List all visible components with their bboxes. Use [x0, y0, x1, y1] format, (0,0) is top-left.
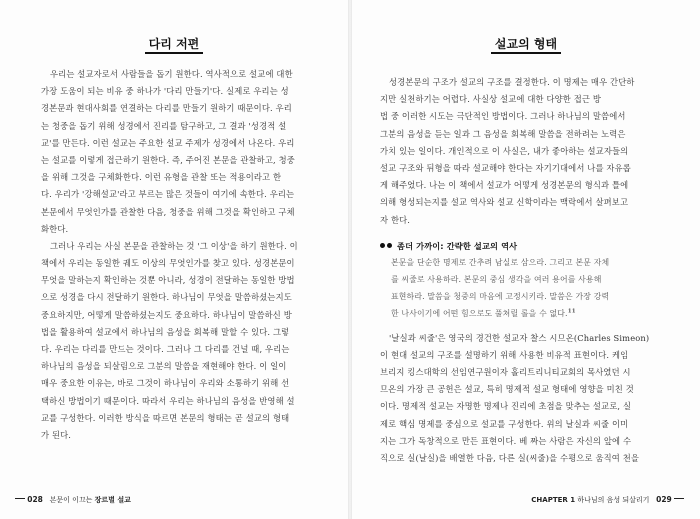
- text-line: 택하신 방법이기 때문이다. 따라서 우리는 하나님의 음성을 반영해 설: [41, 395, 295, 406]
- text-line: 하나님의 음성을 되살림으로 그분의 말씀을 재현해야 한다. 이 일이: [41, 361, 287, 372]
- footnote-marker: 11: [567, 308, 576, 315]
- text-line: 브리지 킹스대학의 선임연구원이자 홀리트리니티교회의 목사였던 시: [380, 367, 631, 378]
- text-line: 지만 실천하기는 어렵다. 사실상 설교에 대한 다양한 접근 방: [380, 94, 602, 105]
- text-line: 가 된다.: [41, 429, 72, 440]
- quote-line: 본문을 단순한 명제로 간추려 남실로 삼으라. 그리고 본문 자체: [391, 257, 610, 267]
- text-line: 다. 우리는 다리를 만드는 것이다. 그러나 그 다리를 건널 때, 우리는: [41, 344, 290, 354]
- text-line: 이 현대 설교의 구조를 설명하기 위해 사용한 비유적 표현이다. 케임: [380, 349, 629, 360]
- text-line: 직으로 실(날실)을 배열한 다음, 다른 실(씨줄)을 수평으로 움직여 천을: [380, 453, 640, 463]
- right-page-body: [380, 74, 670, 467]
- quote-line: 표현하라. 말씀을 청중의 마음에 고정시키라. 말씀은 가장 강력: [391, 291, 610, 301]
- text-line: 는 설교를 이렇게 접근하기 원한다. 즉, 주어진 본문을 관찰하고, 청중: [41, 154, 295, 165]
- text-line: 설교 구조와 뒤형을 따라 설교해야 한다는 자기기대에서 나를 자유롭: [380, 162, 631, 173]
- text-line: 본문에서 무엇인가를 관찰한 다음, 청중을 위해 그것을 확인하고 구체: [41, 206, 295, 217]
- sidebar-quote: [380, 254, 670, 322]
- text-line: 책에서 우리는 동일한 궤도 이상의 무엇인가를 찾고 있다. 성경본문이: [41, 258, 295, 269]
- text-line: 지는 그가 독창적으로 만든 표현이다. 베 짜는 사람은 자신의 앞에 수: [380, 435, 632, 446]
- text-line: 제로 핵심 명제를 중심으로 설교를 구성한다. 위의 날실과 씨줄 이미: [380, 418, 629, 429]
- right-page: [352, 0, 700, 519]
- text-line: 가치 있는 일이다. 개인적으로 이 사실은, 내가 좋아하는 설교자들의: [380, 145, 629, 156]
- text-line: 법 중 이러한 시도는 극단적인 방법이다. 그러나 하나님의 말씀에서: [380, 111, 626, 122]
- text-line: 중요하지만, 어떻게 말씀하셨는지도 중요하다. 하나님이 말씀하신 방: [41, 309, 292, 320]
- text-line: 성경본문의 구조가 설교의 구조를 결정한다. 이 명제는 매우 간단하: [389, 77, 635, 87]
- text-line: 화한다.: [41, 223, 69, 234]
- page-number: 028: [27, 495, 43, 504]
- text-line: 그분의 음성을 듣는 일과 그 음성을 회복해 말씀을 전하려는 노력은: [380, 128, 626, 139]
- left-page: [0, 0, 348, 519]
- text-line: 게 해주었다. 나는 이 책에서 설교가 어떻게 성경본문의 형식과 틀에: [380, 180, 629, 191]
- left-page-title: 다리 저편: [0, 36, 348, 54]
- text-line: 는 청중을 돕기 위해 성경에서 진리를 탐구하고, 그 결과 '성경적 설: [41, 120, 287, 131]
- text-line: 법을 활용하여 설교에서 하나님의 음성을 회복해 말할 수 있다. 그렇: [41, 326, 290, 337]
- right-page-title: 설교의 형태: [352, 36, 700, 54]
- text-line: 그러나 우리는 사실 본문을 관찰하는 것 '그 이상'을 하기 원한다. 이: [50, 240, 298, 251]
- text-line: 므온의 가장 큰 공헌은 설교, 특히 명제적 설교 형태에 영향을 미친 것: [380, 384, 634, 395]
- text-line: 무엇을 말하는지 확인하는 것뿐 아니라, 성경이 전달하는 동일한 방법: [41, 275, 295, 286]
- text-line: 교'를 만든다. 이런 설교는 주요한 설교 주제가 성경에서 나온다. 우리: [41, 137, 295, 148]
- text-line: 이다. 명제적 설교는 자명한 명제나 진리에 초점을 맞추는 설교로, 실: [380, 401, 632, 412]
- sidebar-box: [380, 238, 670, 322]
- bullet-dot-icon: [380, 243, 385, 248]
- text-line: 으로 성경을 다시 전달하기 원한다. 하나님이 무엇을 말씀하셨는지도: [41, 292, 292, 303]
- text-line: 의해 형성되는지를 설교 역사와 설교 신학이라는 맥락에서 살펴보고: [380, 197, 629, 208]
- text-line: 우리는 설교자로서 사람들을 돕기 원한다. 역사적으로 설교에 대한: [50, 69, 293, 79]
- footer-rule: [674, 498, 684, 499]
- bullet-dot-icon: [387, 243, 392, 248]
- running-head: 본문이 이끄는 장르별 설교: [49, 496, 131, 504]
- right-page-footer: [531, 495, 684, 505]
- text-line: 교를 구성한다. 이러한 방식을 따르면 본문의 형태는 곧 설교의 형태: [41, 412, 290, 423]
- sidebar-title: 좀더 가까이: 간략한 설교의 역사: [380, 238, 670, 254]
- quote-line: 를 씨줄로 사용하라. 본문의 중심 생각을 여러 용어를 사용해: [391, 274, 602, 284]
- footer-rule: [15, 498, 25, 499]
- text-line: 매우 중요한 이유는, 바로 그것이 하나님이 우리와 소통하기 위해 선: [41, 378, 290, 389]
- text-line: 자 한다.: [380, 214, 411, 225]
- quote-line: 한 나사이기에 어떤 힘으로도 풀쳐릴 롤을 수 없다.$^{11}$: [391, 308, 576, 318]
- running-head: CHAPTER 1 하나님의 음성 되살리기: [531, 496, 650, 504]
- left-page-footer: [15, 495, 131, 505]
- left-page-body: [41, 66, 317, 444]
- page-number: 029: [656, 495, 672, 504]
- text-line: '날실과 씨줄'은 영국의 경건한 설교자 찰스 시므온(Charles Simeon): [389, 332, 650, 343]
- text-line: 가장 도움이 되는 비유 중 하나가 '다리 만들기'다. 실제로 우리는 성: [41, 86, 289, 97]
- text-line: 경본문과 현대사회를 연결하는 다리를 만들기 원하기 때문이다. 우리: [41, 103, 292, 114]
- text-line: 을 위해 그것을 구체화한다. 이런 유형을 관찰 또는 적용이라고 한: [41, 172, 282, 183]
- text-line: 다. 우리가 '강해설교'라고 부르는 많은 것들이 여기에 속한다. 우리는: [41, 189, 295, 200]
